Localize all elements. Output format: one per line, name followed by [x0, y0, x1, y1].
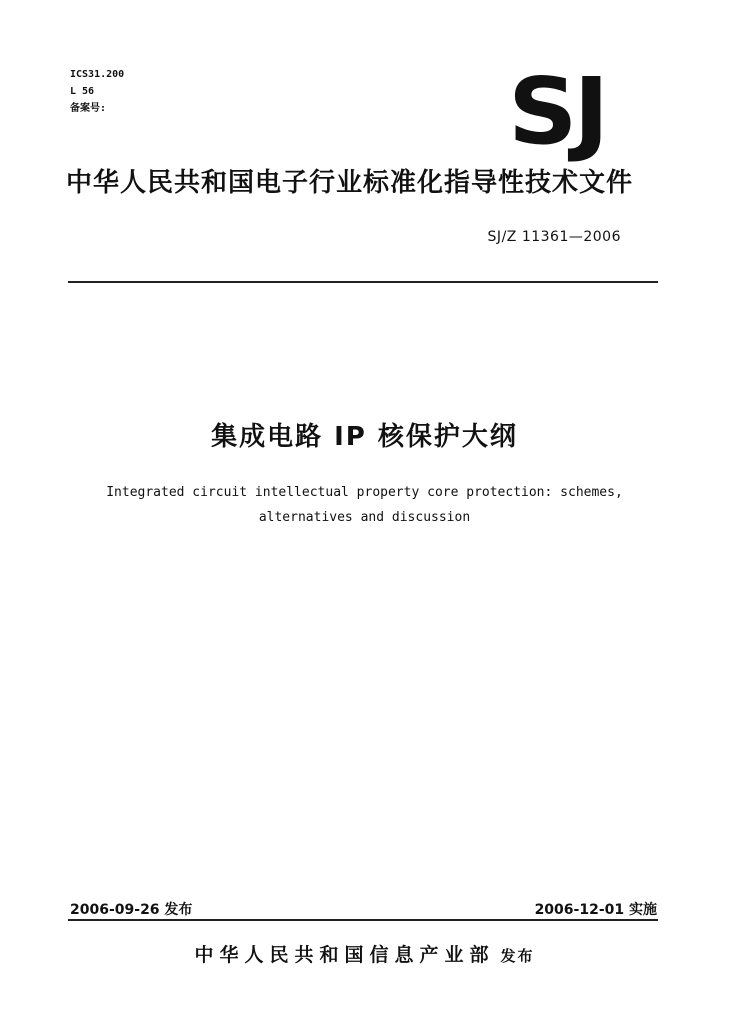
top-divider: [68, 281, 658, 283]
document-title-en: [0, 480, 729, 530]
title-en-line1: Integrated circuit intellectual property core protection: schemes,: [106, 485, 623, 500]
publisher-line: [0, 940, 729, 967]
standard-number: SJ/Z 11361—2006: [487, 229, 621, 245]
org-title: 中华人民共和国电子行业标准化指导性技术文件: [66, 168, 634, 198]
class-code: L 56: [70, 86, 95, 97]
sj-logo: SJ: [508, 58, 606, 165]
document-title-cn: 集成电路 IP 核保护大纲: [211, 422, 518, 452]
classification-block: [70, 66, 124, 117]
record-number: 备案号:: [70, 103, 107, 114]
title-en-line2: alternatives and discussion: [258, 510, 471, 525]
issue-date: 2006-09-26 发布: [70, 902, 193, 918]
ics-code: ICS31.200: [70, 69, 125, 80]
implement-date: 2006-12-01 实施: [534, 902, 657, 918]
publisher-name: 中华人民共和国信息产业部: [194, 944, 495, 966]
publish-verb: 发布: [500, 947, 535, 965]
bottom-divider: [68, 919, 658, 921]
